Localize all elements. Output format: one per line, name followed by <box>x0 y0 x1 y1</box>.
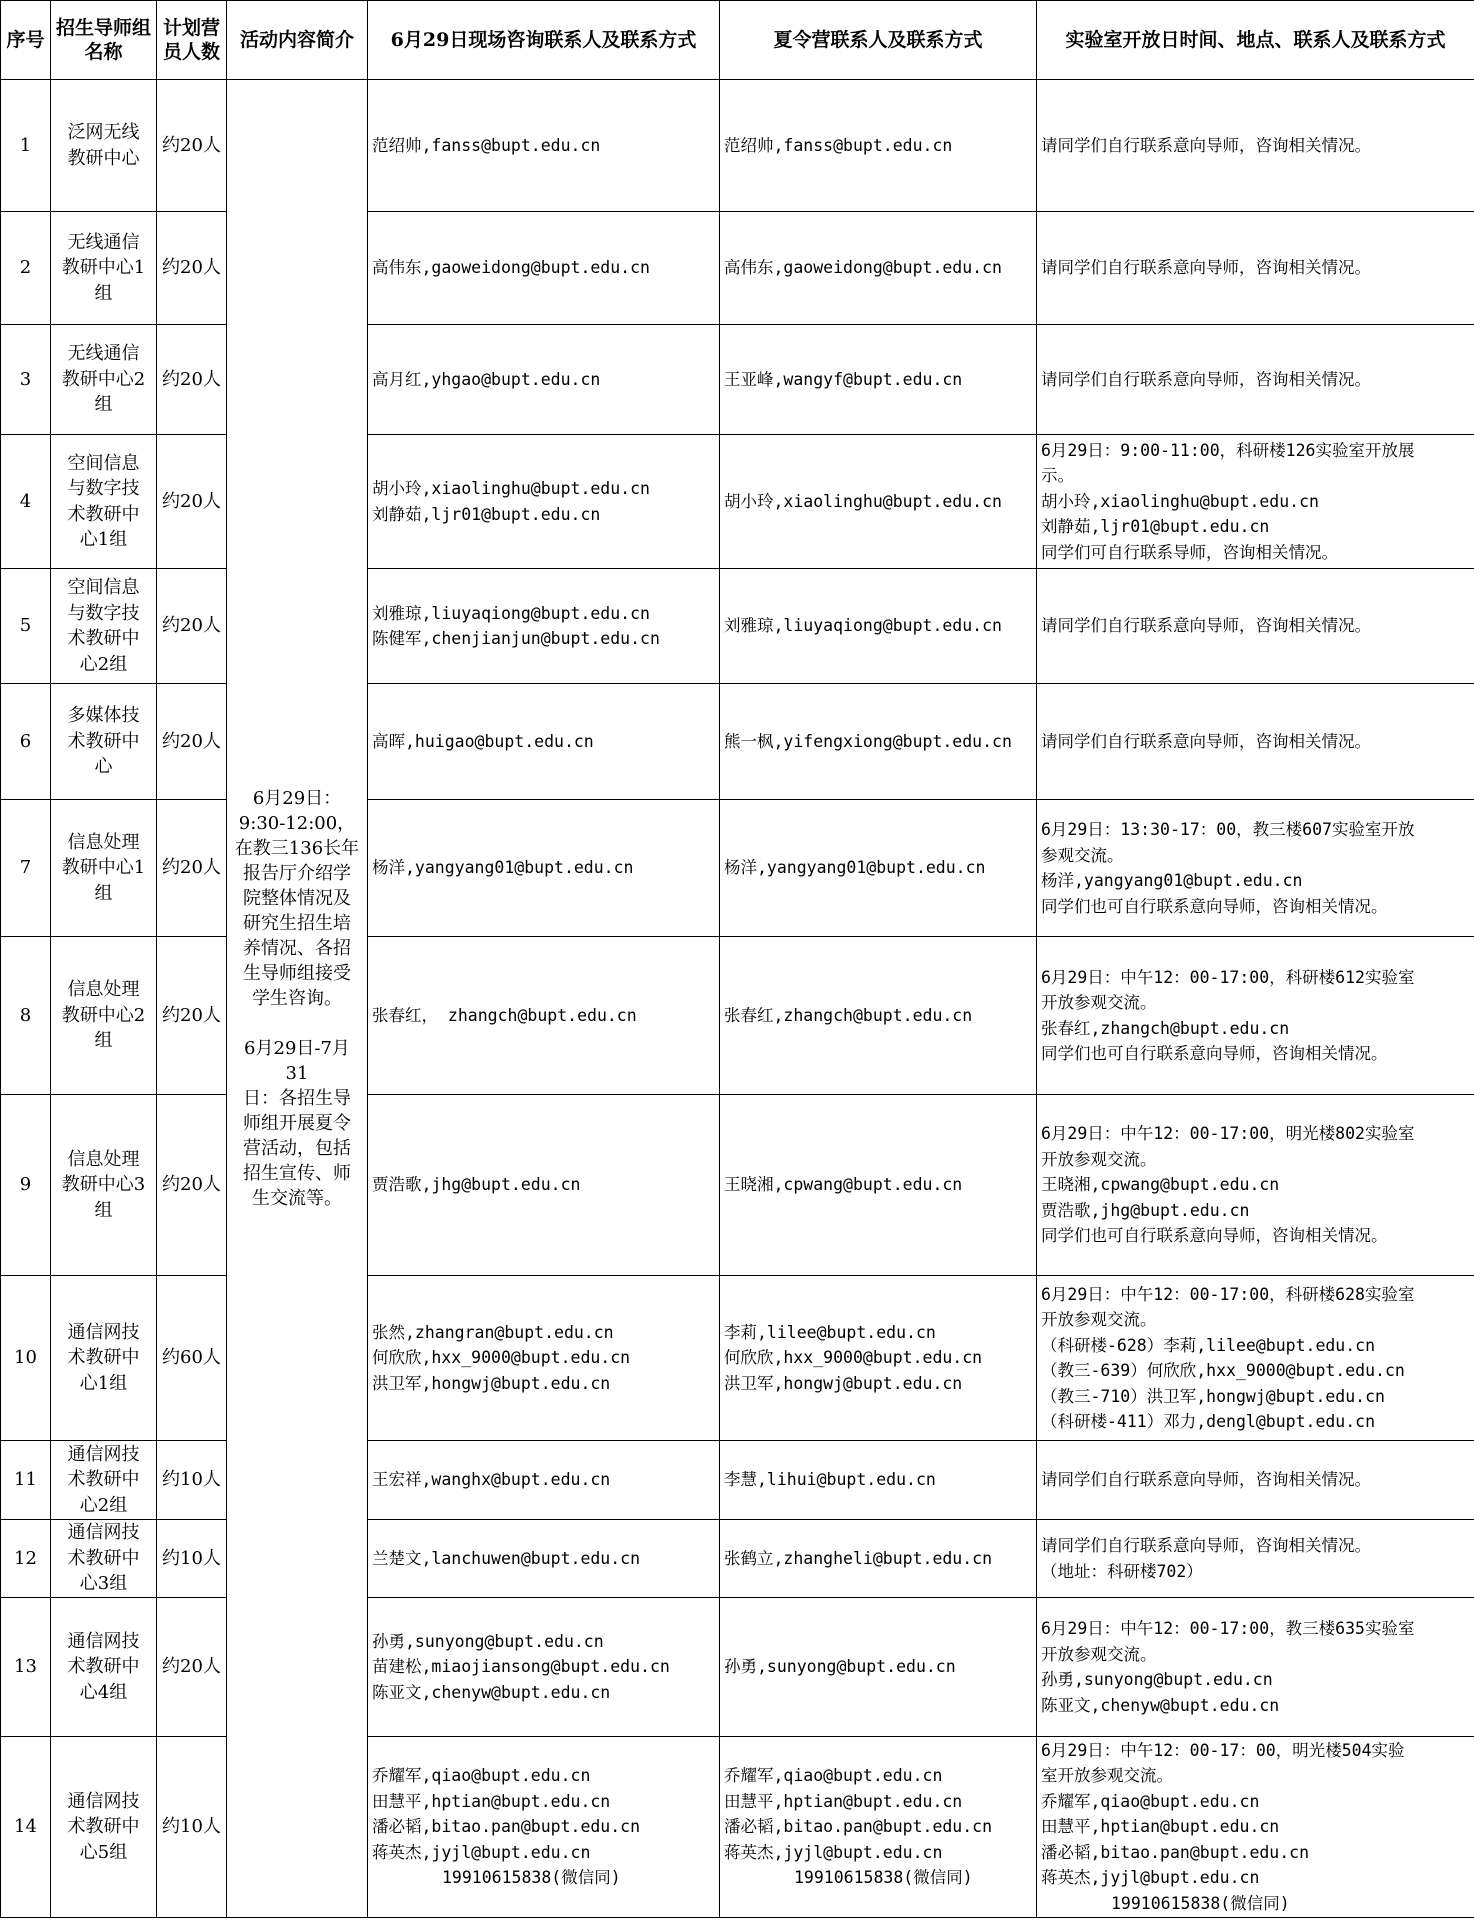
table-row <box>1 1095 1474 1276</box>
planned-count: 约20人 <box>157 212 227 325</box>
activity-summary: 6月29日： 9:30-12:00， 在教三136长年 报告厅介绍学 院整体情况及 研究生招生培 养情况、各招 生导师组接受 学生咨询。 6月29日-7月31 日：各招生导 师组开展夏令 营活动，包括 招生宣传、师 生交流等。 <box>227 80 368 1918</box>
planned-count: 约20人 <box>157 435 227 569</box>
group-name: 无线通信 教研中心1 组 <box>51 212 157 325</box>
lab-open-day: 6月29日：13:30-17：00，教三楼607实验室开放 参观交流。 杨洋,yangyang01@bupt.edu.cn 同学们也可自行联系意向导师，咨询相关情况。 <box>1037 800 1474 937</box>
group-name: 通信网技 术教研中 心5组 <box>51 1737 157 1918</box>
camp-contact: 刘雅琼,liuyaqiong@bupt.edu.cn <box>720 569 1037 684</box>
onsite-contact: 乔耀军,qiao@bupt.edu.cn 田慧平,hptian@bupt.edu.cn 潘必韬,bitao.pan@bupt.edu.cn 蒋英杰,jyjl@bupt.edu.cn 19910615838(微信同) <box>368 1737 720 1918</box>
lab-open-day: 请同学们自行联系意向导师，咨询相关情况。 <box>1037 80 1474 212</box>
camp-contact: 王亚峰,wangyf@bupt.edu.cn <box>720 325 1037 435</box>
row-number: 12 <box>1 1520 51 1598</box>
row-number: 3 <box>1 325 51 435</box>
camp-contact: 李莉,lilee@bupt.edu.cn 何欣欣,hxx_9000@bupt.edu.cn 洪卫军,hongwj@bupt.edu.cn <box>720 1276 1037 1441</box>
group-name: 空间信息 与数字技 术教研中 心1组 <box>51 435 157 569</box>
row-number: 13 <box>1 1598 51 1737</box>
row-number: 1 <box>1 80 51 212</box>
planned-count: 约20人 <box>157 1095 227 1276</box>
lab-open-day: 请同学们自行联系意向导师，咨询相关情况。 <box>1037 212 1474 325</box>
group-name: 信息处理 教研中心2 组 <box>51 937 157 1095</box>
camp-contact: 熊一枫,yifengxiong@bupt.edu.cn <box>720 684 1037 800</box>
lab-open-day: 6月29日：中午12：00-17:00，科研楼612实验室 开放参观交流。 张春红,zhangch@bupt.edu.cn 同学们也可自行联系意向导师，咨询相关情况。 <box>1037 937 1474 1095</box>
camp-contact: 杨洋,yangyang01@bupt.edu.cn <box>720 800 1037 937</box>
camp-contact: 张鹤立,zhangheli@bupt.edu.cn <box>720 1520 1037 1598</box>
planned-count: 约20人 <box>157 800 227 937</box>
onsite-contact: 张春红， zhangch@bupt.edu.cn <box>368 937 720 1095</box>
camp-contact: 范绍帅,fanss@bupt.edu.cn <box>720 80 1037 212</box>
planned-count: 约10人 <box>157 1520 227 1598</box>
camp-contact: 李慧,lihui@bupt.edu.cn <box>720 1441 1037 1520</box>
onsite-contact: 高伟东,gaoweidong@bupt.edu.cn <box>368 212 720 325</box>
lab-open-day: 6月29日：中午12：00-17:00，科研楼628实验室 开放参观交流。 （科研楼-628）李莉,lilee@bupt.edu.cn （教三-639）何欣欣,hxx_9000@bupt.edu.cn （教三-710）洪卫军,hongwj@bupt.edu.cn （科研楼-411）邓力,dengl@bupt.edu.cn <box>1037 1276 1474 1441</box>
header-group: 招生导师组名称 <box>51 1 157 80</box>
row-number: 9 <box>1 1095 51 1276</box>
planned-count: 约10人 <box>157 1737 227 1918</box>
group-name: 无线通信 教研中心2 组 <box>51 325 157 435</box>
row-number: 6 <box>1 684 51 800</box>
row-number: 11 <box>1 1441 51 1520</box>
camp-contact: 张春红,zhangch@bupt.edu.cn <box>720 937 1037 1095</box>
header-lab-open-day: 实验室开放日时间、地点、联系人及联系方式 <box>1037 1 1474 80</box>
onsite-contact: 张然,zhangran@bupt.edu.cn 何欣欣,hxx_9000@bupt.edu.cn 洪卫军,hongwj@bupt.edu.cn <box>368 1276 720 1441</box>
camp-contact: 王晓湘,cpwang@bupt.edu.cn <box>720 1095 1037 1276</box>
table-row <box>1 1441 1474 1520</box>
onsite-contact: 兰楚文,lanchuwen@bupt.edu.cn <box>368 1520 720 1598</box>
table-row <box>1 212 1474 325</box>
row-number: 10 <box>1 1276 51 1441</box>
header-onsite-contact: 6月29日现场咨询联系人及联系方式 <box>368 1 720 80</box>
table-row <box>1 1520 1474 1598</box>
camp-contact: 胡小玲,xiaolinghu@bupt.edu.cn <box>720 435 1037 569</box>
header-row <box>1 1 1474 80</box>
table-row <box>1 937 1474 1095</box>
row-number: 7 <box>1 800 51 937</box>
onsite-contact: 贾浩歌,jhg@bupt.edu.cn <box>368 1095 720 1276</box>
row-number: 14 <box>1 1737 51 1918</box>
group-name: 通信网技 术教研中 心3组 <box>51 1520 157 1598</box>
table-row <box>1 1598 1474 1737</box>
onsite-contact: 高月红,yhgao@bupt.edu.cn <box>368 325 720 435</box>
planned-count: 约20人 <box>157 937 227 1095</box>
row-number: 8 <box>1 937 51 1095</box>
lab-open-day: 请同学们自行联系意向导师，咨询相关情况。 <box>1037 684 1474 800</box>
table-row <box>1 435 1474 569</box>
onsite-contact: 孙勇,sunyong@bupt.edu.cn 苗建松,miaojiansong@bupt.edu.cn 陈亚文,chenyw@bupt.edu.cn <box>368 1598 720 1737</box>
group-name: 空间信息 与数字技 术教研中 心2组 <box>51 569 157 684</box>
table-row <box>1 800 1474 937</box>
planned-count: 约20人 <box>157 80 227 212</box>
planned-count: 约20人 <box>157 569 227 684</box>
camp-contact: 乔耀军,qiao@bupt.edu.cn 田慧平,hptian@bupt.edu.cn 潘必韬,bitao.pan@bupt.edu.cn 蒋英杰,jyjl@bupt.edu.cn 19910615838(微信同) <box>720 1737 1037 1918</box>
row-number: 5 <box>1 569 51 684</box>
lab-open-day: 6月29日：中午12：00-17:00，教三楼635实验室 开放参观交流。 孙勇,sunyong@bupt.edu.cn 陈亚文,chenyw@bupt.edu.cn <box>1037 1598 1474 1737</box>
group-name: 通信网技 术教研中 心2组 <box>51 1441 157 1520</box>
lab-open-day: 6月29日：中午12：00-17:00，明光楼802实验室 开放参观交流。 王晓湘,cpwang@bupt.edu.cn 贾浩歌,jhg@bupt.edu.cn 同学们也可自行联系意向导师，咨询相关情况。 <box>1037 1095 1474 1276</box>
lab-open-day: 请同学们自行联系意向导师，咨询相关情况。 （地址：科研楼702） <box>1037 1520 1474 1598</box>
planned-count: 约20人 <box>157 1598 227 1737</box>
lab-open-day: 请同学们自行联系意向导师，咨询相关情况。 <box>1037 569 1474 684</box>
camp-contact: 高伟东,gaoweidong@bupt.edu.cn <box>720 212 1037 325</box>
lab-open-day: 请同学们自行联系意向导师，咨询相关情况。 <box>1037 325 1474 435</box>
lab-open-day: 请同学们自行联系意向导师，咨询相关情况。 <box>1037 1441 1474 1520</box>
onsite-contact: 高晖,huigao@bupt.edu.cn <box>368 684 720 800</box>
onsite-contact: 范绍帅,fanss@bupt.edu.cn <box>368 80 720 212</box>
group-name: 多媒体技 术教研中 心 <box>51 684 157 800</box>
table-row <box>1 684 1474 800</box>
onsite-contact: 胡小玲,xiaolinghu@bupt.edu.cn 刘静茹,ljr01@bupt.edu.cn <box>368 435 720 569</box>
onsite-contact: 杨洋,yangyang01@bupt.edu.cn <box>368 800 720 937</box>
table-row <box>1 80 1474 212</box>
header-count: 计划营员人数 <box>157 1 227 80</box>
onsite-contact: 刘雅琼,liuyaqiong@bupt.edu.cn 陈健军,chenjianjun@bupt.edu.cn <box>368 569 720 684</box>
group-name: 通信网技 术教研中 心4组 <box>51 1598 157 1737</box>
group-name: 信息处理 教研中心1 组 <box>51 800 157 937</box>
header-activity: 活动内容简介 <box>227 1 368 80</box>
planned-count: 约60人 <box>157 1276 227 1441</box>
onsite-contact: 王宏祥,wanghx@bupt.edu.cn <box>368 1441 720 1520</box>
planned-count: 约10人 <box>157 1441 227 1520</box>
row-number: 2 <box>1 212 51 325</box>
planned-count: 约20人 <box>157 684 227 800</box>
group-name: 通信网技 术教研中 心1组 <box>51 1276 157 1441</box>
header-camp-contact: 夏令营联系人及联系方式 <box>720 1 1037 80</box>
camp-contact: 孙勇,sunyong@bupt.edu.cn <box>720 1598 1037 1737</box>
group-name: 信息处理 教研中心3 组 <box>51 1095 157 1276</box>
table-row <box>1 325 1474 435</box>
header-no: 序号 <box>1 1 51 80</box>
table-row <box>1 569 1474 684</box>
table-row <box>1 1276 1474 1441</box>
table-row <box>1 1737 1474 1918</box>
planned-count: 约20人 <box>157 325 227 435</box>
lab-open-day: 6月29日：中午12：00-17：00，明光楼504实验 室开放参观交流。 乔耀军,qiao@bupt.edu.cn 田慧平,hptian@bupt.edu.cn 潘必韬,bitao.pan@bupt.edu.cn 蒋英杰,jyjl@bupt.edu.cn 19910615838(微信同) <box>1037 1737 1474 1918</box>
row-number: 4 <box>1 435 51 569</box>
group-name: 泛网无线 教研中心 <box>51 80 157 212</box>
lab-open-day: 6月29日：9:00-11:00，科研楼126实验室开放展 示。 胡小玲,xiaolinghu@bupt.edu.cn 刘静茹,ljr01@bupt.edu.cn 同学们可自行联系导师，咨询相关情况。 <box>1037 435 1474 569</box>
